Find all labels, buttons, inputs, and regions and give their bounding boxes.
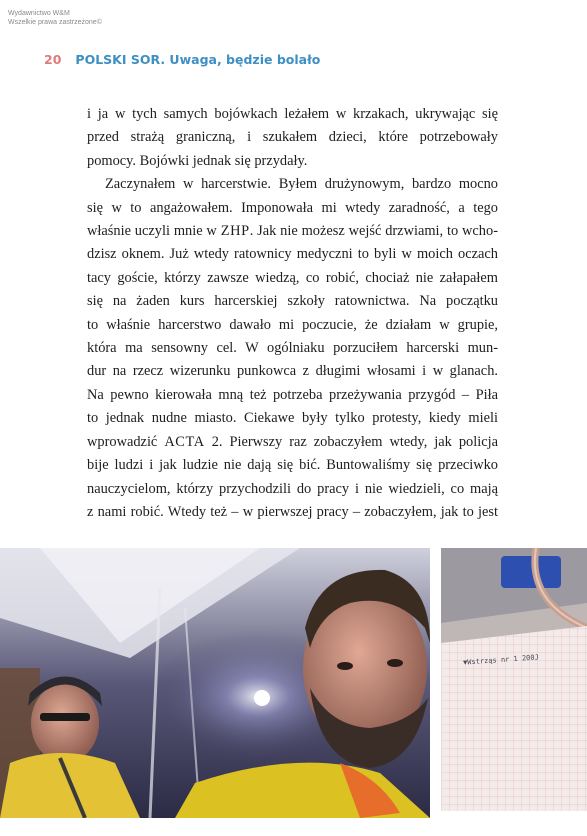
- text-line: przed strażą graniczną, i szukałem dzieci, które potrzebowały: [87, 129, 498, 146]
- text-fragment: właśnie uczyli mnie w: [87, 223, 217, 240]
- text-line: się na żaden kurs harcerskiej szkoły ratownictwa. Na początku: [87, 293, 498, 310]
- abbreviation-acta: ACTA: [164, 433, 205, 450]
- printout-text: ▼Wstrząs nr 1 200J: [462, 653, 540, 667]
- running-head: [44, 52, 564, 68]
- page-number: 20: [44, 52, 62, 67]
- text-line: się w to angażowałem. Imponowała mi wtedy zaradność, a tego: [87, 199, 498, 216]
- publisher-watermark: [8, 9, 102, 27]
- text-fragment: . Jak nie możesz wejść drzwiami, to wcho-: [249, 223, 498, 240]
- watermark-publisher: Wydawnictwo W&M: [8, 10, 70, 17]
- text-line: tacy goście, którzy zawsze wiedzą, co robić, chociaż nie załapałem: [87, 269, 498, 286]
- book-title: POLSKI SOR. Uwaga, będzie bolało: [75, 52, 321, 67]
- text-line: [87, 220, 498, 243]
- text-line: pomocy. Bojówki jednak się przydały.: [87, 152, 308, 169]
- photo-defibrillator-printout: [441, 548, 587, 811]
- text-line: nauczycielom, którzy przychodzili do pracy i nie wiedzieli, co mają: [87, 480, 498, 497]
- printout-illustration: [441, 548, 587, 811]
- text-line: dur na rzecz wizerunku punkowca z długimi włosami i w glanach.: [87, 363, 498, 380]
- text-fragment: wprowadzić: [87, 433, 158, 450]
- text-line: Zaczynałem w harcerstwie. Byłem drużynowym, bardzo mocno: [105, 176, 498, 193]
- text-fragment: 2. Pierwszy raz zobaczyłem wtedy, jak policja: [204, 433, 498, 450]
- watermark-copyright: Wszelkie prawa zastrzeżone©: [8, 19, 102, 26]
- photo-paramedics-selfie: [0, 548, 430, 818]
- text-line: dzisz oknem. Już wtedy ratownicy medyczni to byli w moich oczach: [87, 246, 498, 263]
- text-line: która ma sensowny cel. W ogólniaku porzuciłem harcerski mun-: [87, 340, 498, 357]
- text-line: i ja w tych samych bojówkach leżałem w krzakach, ukrywając się: [87, 106, 498, 122]
- text-line: to właśnie harcerstwo dawało mi poczucie, że działam w grupie,: [87, 316, 498, 333]
- text-line: z nami robić. Wtedy też – w pierwszej pracy – zobaczyłem, jak to jest: [87, 503, 498, 520]
- body-text: [87, 103, 498, 524]
- text-line: to jednak nudne miasto. Ciekawe były tylko protesty, kiedy mieli: [87, 410, 498, 427]
- abbreviation-zhp: ZHP: [220, 223, 250, 240]
- text-line: bije ludzi i jak ludzie nie dają się bić. Buntowaliśmy się przeciwko: [87, 457, 498, 474]
- text-line: Na pewno kierowała mną też potrzeba przeżywania przygód – Piła: [87, 386, 498, 403]
- selfie-illustration: [0, 548, 430, 818]
- text-line: [87, 431, 498, 454]
